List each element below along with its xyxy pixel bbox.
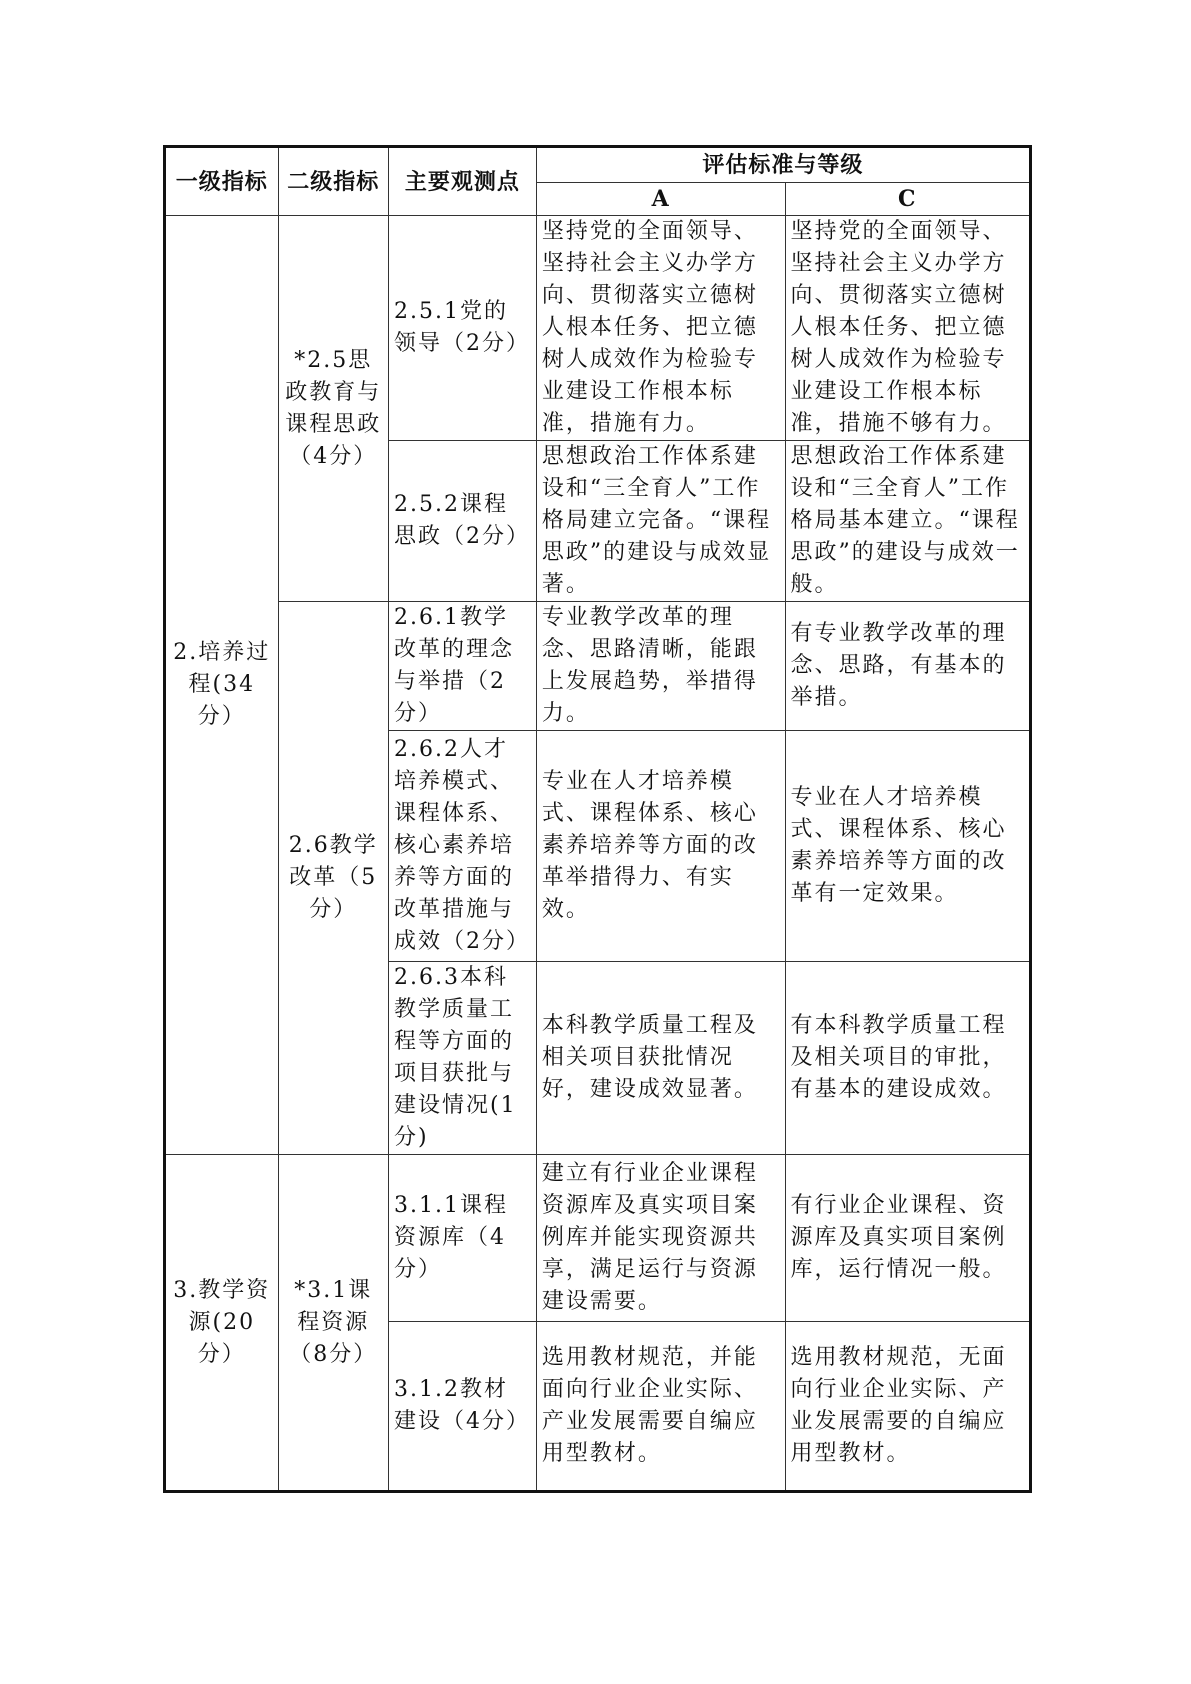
level2-cell: 2.6教学改革（5分）	[278, 602, 388, 1155]
criteria-a-cell: 专业教学改革的理念、思路清晰，能跟上发展趋势，举措得力。	[536, 602, 785, 731]
observation-cell: 2.6.2人才培养模式、课程体系、核心素养培养等方面的改革措施与成效（2分）	[388, 731, 536, 962]
observation-cell: 3.1.1课程资源库（4分）	[388, 1155, 536, 1322]
level1-cell: 2.培养过程(34分）	[165, 216, 279, 1155]
criteria-c-cell: 思想政治工作体系建设和“三全育人”工作格局基本建立。“课程思政”的建设与成效一般。	[785, 441, 1030, 602]
observation-cell: 2.6.1教学改革的理念与举措（2分）	[388, 602, 536, 731]
criteria-a-cell: 专业在人才培养模式、课程体系、核心素养培养等方面的改革举措得力、有实效。	[536, 731, 785, 962]
observation-cell: 2.6.3本科教学质量工程等方面的项目获批与建设情况(1分)	[388, 962, 536, 1155]
observation-cell: 2.5.2课程思政（2分）	[388, 441, 536, 602]
header-grade-c: C	[785, 183, 1030, 216]
criteria-a-cell: 本科教学质量工程及相关项目获批情况好，建设成效显著。	[536, 962, 785, 1155]
evaluation-table	[163, 145, 1032, 1493]
criteria-a-cell: 选用教材规范，并能面向行业企业实际、产业发展需要自编应用型教材。	[536, 1322, 785, 1492]
level1-cell: 3.教学资源(20分）	[165, 1155, 279, 1492]
criteria-c-cell: 选用教材规范，无面向行业企业实际、产业发展需要的自编应用型教材。	[785, 1322, 1030, 1492]
header-criteria: 评估标准与等级	[536, 147, 1030, 183]
header-level2: 二级指标	[278, 147, 388, 216]
header-grade-a: A	[536, 183, 785, 216]
header-observation: 主要观测点	[388, 147, 536, 216]
criteria-a-cell: 思想政治工作体系建设和“三全育人”工作格局建立完备。“课程思政”的建设与成效显著。	[536, 441, 785, 602]
criteria-c-cell: 有专业教学改革的理念、思路，有基本的举措。	[785, 602, 1030, 731]
level2-cell: *2.5思政教育与课程思政（4分）	[278, 216, 388, 602]
header-level1: 一级指标	[165, 147, 279, 216]
criteria-a-cell: 建立有行业企业课程资源库及真实项目案例库并能实现资源共享，满足运行与资源建设需要。	[536, 1155, 785, 1322]
criteria-c-cell: 有行业企业课程、资源库及真实项目案例库，运行情况一般。	[785, 1155, 1030, 1322]
criteria-a-cell: 坚持党的全面领导、坚持社会主义办学方向、贯彻落实立德树人根本任务、把立德树人成效作为检验专业建设工作根本标准，措施有力。	[536, 216, 785, 441]
criteria-c-cell: 专业在人才培养模式、课程体系、核心素养培养等方面的改革有一定效果。	[785, 731, 1030, 962]
criteria-c-cell: 坚持党的全面领导、坚持社会主义办学方向、贯彻落实立德树人根本任务、把立德树人成效作为检验专业建设工作根本标准，措施不够有力。	[785, 216, 1030, 441]
observation-cell: 2.5.1党的领导（2分）	[388, 216, 536, 441]
criteria-c-cell: 有本科教学质量工程及相关项目的审批，有基本的建设成效。	[785, 962, 1030, 1155]
level2-cell: *3.1课程资源（8分）	[278, 1155, 388, 1492]
observation-cell: 3.1.2教材建设（4分）	[388, 1322, 536, 1492]
